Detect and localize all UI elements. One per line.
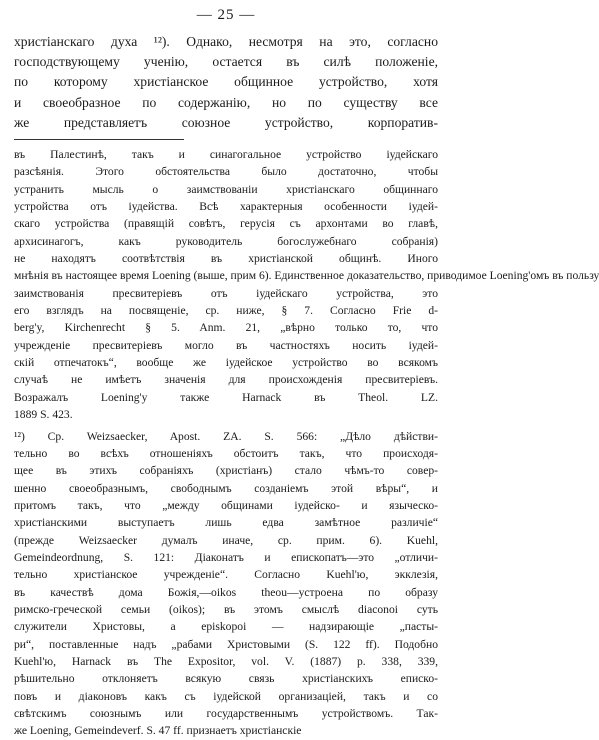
footnote-line: ¹²) Cp. Weizsaecker, Apost. ZA. S. 566: „Дѣло дѣйстви- xyxy=(14,429,438,443)
footnote-line: ри“, поставленные надъ „рабами Христовыми (S. 122 ff). Подобно xyxy=(14,637,438,651)
footnote-line: свѣтскимъ союзнымъ или государственнымъ устройствомъ. Так- xyxy=(14,707,438,721)
footnote-line: заимствованiя пресвитерiевъ отъ iудейскаго устройства, это xyxy=(14,286,438,300)
main-text-line: же представляетъ союзное устройство, корпоратив- xyxy=(14,114,438,130)
footnote-line: случаѣ не имѣетъ значенiя для происхожденiя пресвитерiевъ. xyxy=(14,373,438,387)
footnote-line: не находятъ соотвѣтствiя въ христiанской общинѣ. Иного xyxy=(14,252,438,266)
footnote-line: тельно во всѣхъ отношенiяхъ обстоитъ такъ, что происходя- xyxy=(14,446,438,460)
footnote-line: Kuehl'ю, Harnack въ The Expositor, vol. V. (1887) p. 338, 339, xyxy=(14,654,438,668)
main-text-line: господствующему ученiю, остается въ силѣ положенiе, xyxy=(14,54,438,70)
footnote-line: мнѣнiя въ настоящее время Loening (выше, прим 6). Единственное доказательство, приводимое Loening'омъ въ пользу xyxy=(14,269,599,283)
footnote-line: тельно христiанское учрежденiе“. Согласно Kuehl'ю, экклезiя, xyxy=(14,568,438,582)
footnote-line: служители Христовы, а episkopoi — надзирающiе „пасты- xyxy=(14,620,438,634)
footnote-line: христiанскими выступаетъ лишь едва замѣтное различiе“ xyxy=(14,516,438,530)
main-text-line: христiанскаго духа ¹²). Однако, несмотря на это, согласно xyxy=(14,34,438,49)
footnote-line: шенно своеобразнымъ, свободнымъ созданiемъ этой вѣры“, и xyxy=(14,481,438,495)
main-text-line: и своеобразное по содержанiю, но по существу все xyxy=(14,94,438,110)
main-text-line: по которому христiанское общинное устройство, хотя xyxy=(14,74,438,90)
footnote-line: притомъ такъ, что „между общинами iудейско- и языческо- xyxy=(14,498,438,512)
footnote-line: въ Палестинѣ, такъ и синагогальное устройство iудейскаго xyxy=(14,148,438,162)
footnote-line: устранить мысль о заимствованiи христiанскаго общиннаго xyxy=(14,182,438,196)
footnote-line: рѣшительно отклоняетъ всякую связь христiанскихъ еписко- xyxy=(14,672,438,686)
footnote-12 xyxy=(14,428,438,740)
page-number: — 25 — xyxy=(196,7,256,23)
footnotes xyxy=(14,146,599,740)
footnote-line: Возражалъ Loening'y также Harnack въ Theol. LZ. xyxy=(14,390,438,404)
footnote-line: римско-греческой семьи (oikos); въ этомъ смыслѣ diaconoi суть xyxy=(14,602,438,616)
main-text xyxy=(14,32,438,133)
footnote-line: учрежденiе пресвитерiевъ могло въ частностяхъ носить iудей- xyxy=(14,338,438,352)
footnote-line: разсѣянiя. Этого обстоятельства было достаточно, чтобы xyxy=(14,165,438,179)
footnote-line: архисинагогъ, какъ руководитель богослужебнаго собранiя) xyxy=(14,234,438,248)
footnote-line: (прежде Weizsaecker думалъ иначе, ср. прим. 6). Kuehl, xyxy=(14,533,438,547)
footnote-line: въ качествѣ дома Божiя,—oikos theou—устроена по образу xyxy=(14,585,438,599)
footnote-line: же Loening, Gemeindeverf. S. 47 ff. признаетъ христiанскiе xyxy=(14,724,302,738)
footnote-line: устройства отъ iудейства. Всѣ характерныя особенности iудей- xyxy=(14,200,438,214)
footnote-line: скiй отпечатокъ“, вообще же iудейское устройство во всякомъ xyxy=(14,356,438,370)
footnote-line: 1889 S. 423. xyxy=(14,408,73,422)
footnote-continued xyxy=(14,146,599,424)
footnote-line: щее въ этихъ собранiяхъ (христiанъ) стало чѣмъ-то совер- xyxy=(14,464,438,478)
footnote-divider xyxy=(14,139,184,140)
footnote-line: скаго устройства (правящiй совѣтъ, герусiя съ архонтами во главѣ, xyxy=(14,217,438,231)
footnote-line: Gemeindeordnung, S. 121: Дiаконатъ и епископатъ—это „отличи- xyxy=(14,550,438,564)
footnote-line: повъ и дiаконовъ какъ съ iудейской организацiей, такъ и со xyxy=(14,689,438,703)
footnote-line: berg'y, Kirchenrecht § 5. Anm. 21, „вѣрно только то, что xyxy=(14,321,438,335)
footnote-line: его взглядъ на посвященiе, ср. ниже, § 7. Согласно Frie d- xyxy=(14,304,438,318)
